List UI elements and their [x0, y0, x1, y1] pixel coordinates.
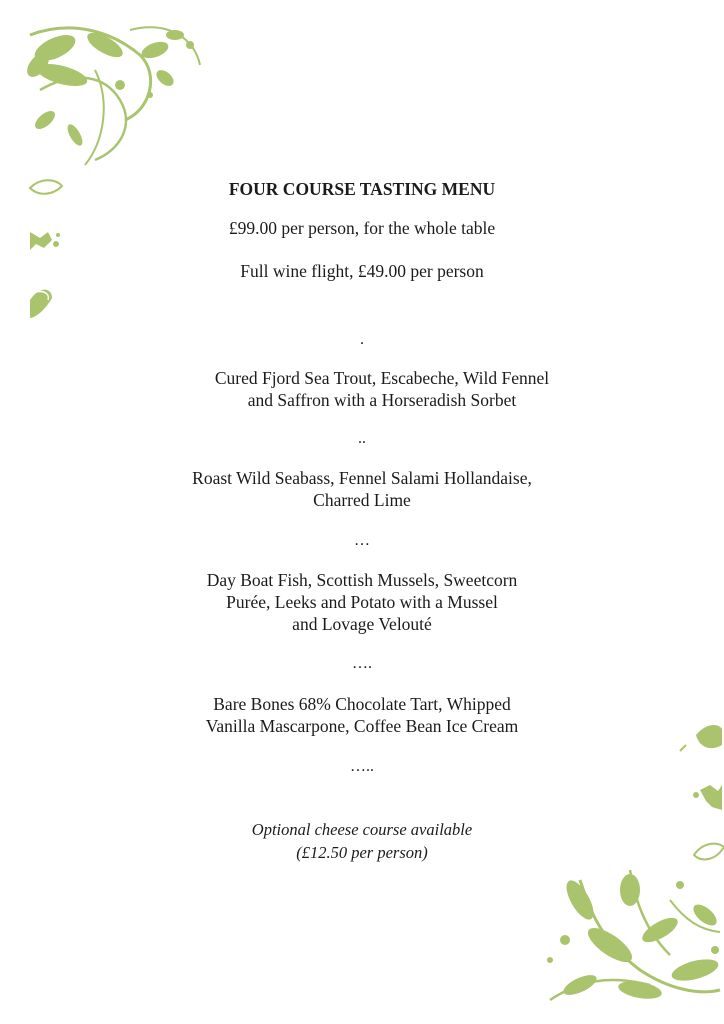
course-separator: … [354, 532, 370, 549]
course-3-line-1: Day Boat Fish, Scottish Mussels, Sweetcorn [206, 570, 518, 590]
course-4-line-2: Vanilla Mascarpone, Coffee Bean Ice Cream [205, 716, 519, 736]
course-1-line-1: Cured Fjord Sea Trout, Escabeche, Wild Fennel [214, 368, 550, 388]
course-3-line-2: Purée, Leeks and Potato with a Mussel [226, 592, 498, 612]
course-4-line-1: Bare Bones 68% Chocolate Tart, Whipped [213, 694, 511, 714]
course-separator: .. [358, 430, 366, 447]
course-1-line-2: and Saffron with a Horseradish Sorbet [247, 390, 517, 410]
menu-title: FOUR COURSE TASTING MENU [228, 179, 496, 199]
course-separator: . [360, 331, 364, 348]
cheese-course-price: (£12.50 per person) [296, 843, 428, 862]
course-2-line-2: Charred Lime [313, 490, 411, 510]
price-per-person: £99.00 per person, for the whole table [228, 218, 496, 238]
course-2-line-1: Roast Wild Seabass, Fennel Salami Hollandaise, [192, 468, 532, 488]
floral-corner-bottom-right [520, 860, 724, 1010]
course-3-line-3: and Lovage Velouté [292, 614, 432, 634]
wine-flight-price: Full wine flight, £49.00 per person [240, 261, 484, 281]
course-separator: ….. [350, 758, 374, 775]
cheese-course-note: Optional cheese course available [251, 820, 473, 839]
course-separator: …. [352, 655, 372, 672]
